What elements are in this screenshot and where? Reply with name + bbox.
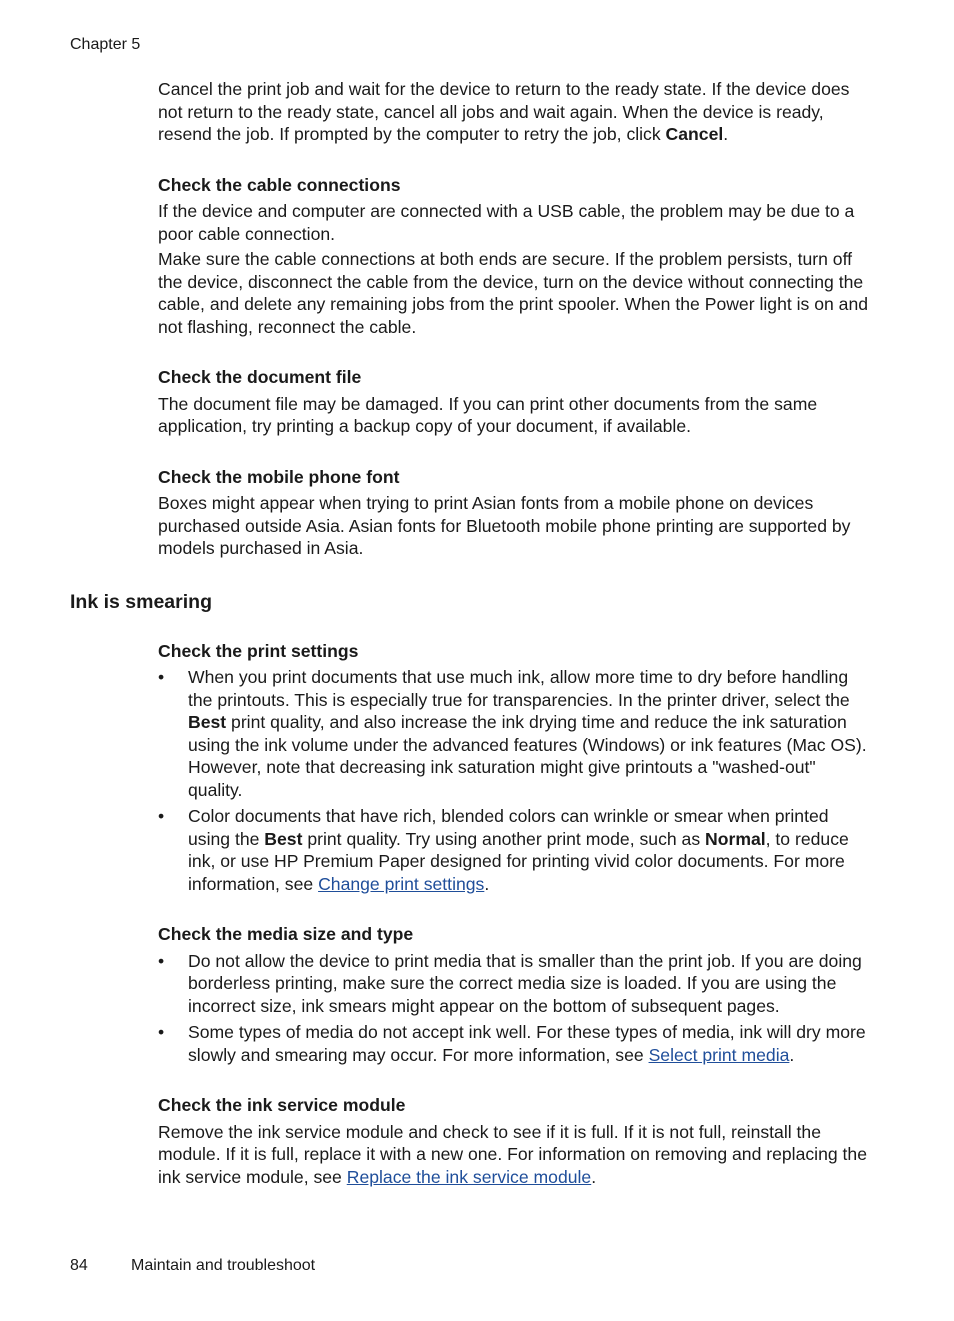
cable-paragraph-1: If the device and computer are connected with a USB cable, the problem may be due to a poor cable connection. [158, 201, 855, 244]
phonefont-section [158, 466, 870, 560]
chapter-header: Chapter 5 [70, 36, 141, 53]
printsettings-heading: Check the print settings [158, 640, 359, 661]
phonefont-paragraph: Boxes might appear when trying to print Asian fonts from a mobile phone on devices purchased outside Asia. Asian fonts for Bluetooth mobile phone printing are supported by models purchased in Asia. [158, 493, 851, 558]
mediasize-list [158, 950, 870, 1067]
bullet-marker: • [158, 806, 165, 826]
list-item [158, 805, 870, 895]
select-print-media-link[interactable]: Select print media [648, 1044, 790, 1065]
footer-section-title: Maintain and troubleshoot [131, 1257, 316, 1274]
list-item-text: print quality, and also increase the ink drying time and reduce the ink saturation using the ink volume under the advanced features (Windows) or ink features (Mac OS). However, note that decreasing ink saturation might give printouts a "washed-out" quality. [188, 712, 867, 800]
docfile-heading: Check the document file [158, 367, 362, 387]
cable-heading: Check the cable connections [158, 174, 401, 195]
bullet-marker: • [158, 1022, 165, 1042]
list-item-text: . [789, 1044, 795, 1065]
list-item-text: . [484, 873, 490, 894]
list-item-text: Some types of media do not accept ink well. For these types of media, ink will dry more slowly and smearing may occur. For more information, see [188, 1022, 866, 1065]
list-item-text: , to reduce ink, or use HP Premium Paper designed for printing vivid color documents. For more information, see [188, 828, 849, 894]
bold-best: Best [264, 828, 303, 849]
intro-section [158, 78, 870, 146]
intro-text: Cancel the print job and wait for the device to return to the ready state. If the device does not return to the ready state, cancel all jobs and wait again. When the device is ready, resend the job. If prompted by the computer to retry the job, click [158, 79, 850, 144]
cable-section [158, 174, 870, 339]
list-item-text: Do not allow the device to print media that is smaller than the print job. If you are doing borderless printing, make sure the correct media size is loaded. If you are using the incorrect size, ink smears might appear on the bottom of subsequent pages. [188, 950, 862, 1016]
list-item-text: When you print documents that use much ink, allow more time to dry before handling the printouts. This is especially true for transparencies. In the printer driver, select the [188, 667, 850, 710]
inkservice-paragraph [158, 1121, 870, 1189]
inkservice-section [158, 1094, 870, 1188]
mediasize-heading: Check the media size and type [158, 924, 414, 944]
printsettings-section [158, 640, 870, 896]
page-content [70, 78, 870, 1188]
printsettings-list [158, 666, 870, 895]
docfile-section [158, 366, 870, 438]
intro-text-end: . [723, 124, 729, 144]
page-footer [70, 1257, 315, 1275]
list-item [158, 666, 870, 801]
intro-paragraph [158, 78, 870, 146]
list-item [158, 950, 870, 1018]
bold-normal: Normal [705, 828, 766, 849]
paragraph-text: . [591, 1166, 597, 1187]
list-item [158, 1021, 870, 1066]
bullet-marker: • [158, 667, 165, 687]
docfile-paragraph: The document file may be damaged. If you can print other documents from the same application, try printing a backup copy of your document, if available. [158, 393, 818, 436]
phonefont-heading: Check the mobile phone font [158, 466, 400, 487]
list-item-text: Color documents that have rich, blended colors can wrinkle or smear when printed using the [188, 806, 829, 849]
paragraph-text: Remove the ink service module and check to see if it is full. If it is not full, reinstall the module. If it is full, replace it with a new one. For information on removing and replacing the ink service module, see [158, 1121, 867, 1187]
list-item-text: print quality. Try using another print mode, such as [302, 828, 706, 849]
bold-best: Best [188, 712, 227, 732]
mediasize-section [158, 923, 870, 1066]
cable-paragraph-2: Make sure the cable connections at both ends are secure. If the problem persists, turn off the device, disconnect the cable from the device, turn on the device without connecting the cable, and delete any remaining jobs from the print spooler. When the Power light is on and not flashing, reconnect the cable. [158, 249, 869, 337]
change-print-settings-link[interactable]: Change print settings [318, 873, 485, 894]
smearing-heading: Ink is smearing [70, 590, 212, 613]
bullet-marker: • [158, 950, 165, 971]
inkservice-heading: Check the ink service module [158, 1095, 406, 1115]
intro-bold-cancel: Cancel [665, 124, 724, 144]
replace-ink-service-module-link[interactable]: Replace the ink service module [346, 1166, 592, 1187]
page-number: 84 [70, 1257, 88, 1274]
